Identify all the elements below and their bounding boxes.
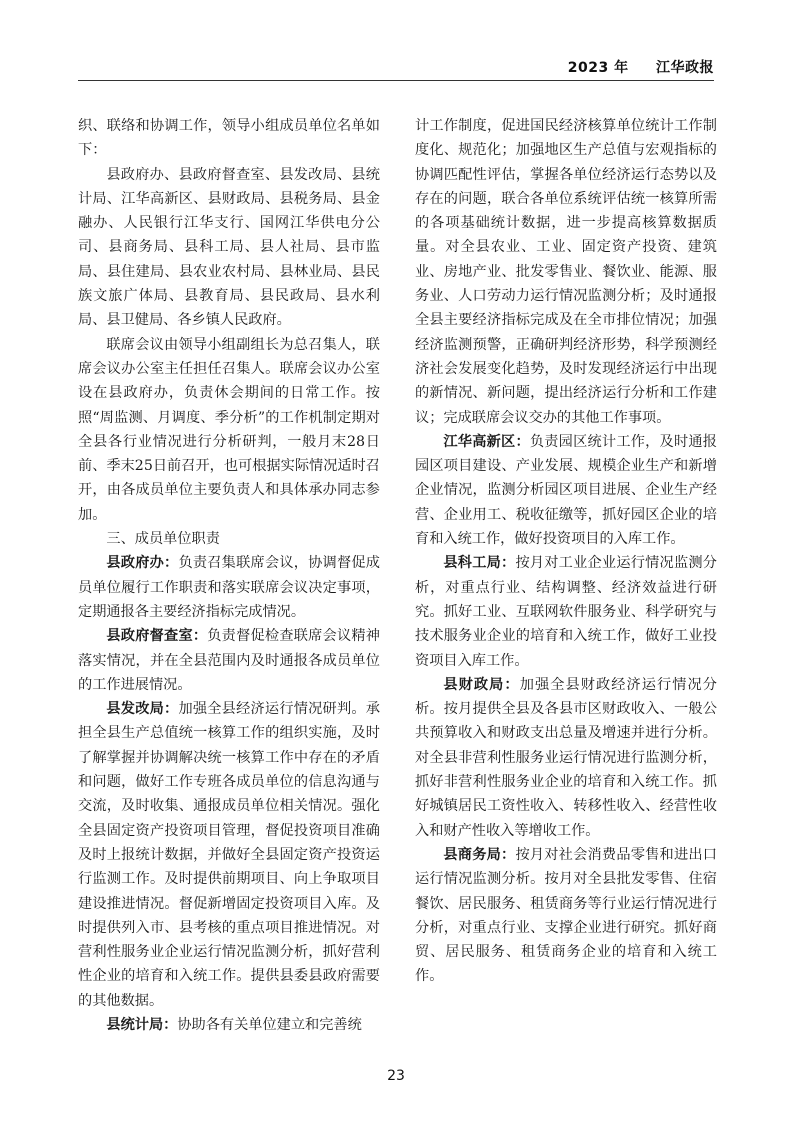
header-rule xyxy=(78,80,714,81)
duty-paragraph: 县财政局：加强全县财政经济运行情况分析。按月提供全县及各县市区财政收入、一般公共预算收入和财政支出总量及增速并进行分析。对全县非营利性服务业运行情况进行监测分析，抓好非营利性服务业企业的培育和入统工作。抓好城镇居民工资性收入、转移性收入、经营性收入和财产性收入等增收工作。 xyxy=(415,676,717,839)
header-year: 2023 年 xyxy=(567,60,629,76)
duty-paragraph: 县发改局：加强全县经济运行情况研判。承担全县生产总值统一核算工作的组织实施，及时了解掌握并协调解决统一核算工作中存在的矛盾和问题，做好工作专班各成员单位的信息沟通与交流，及时收集、通报成员单位相关情况。强化全县固定资产投资项目管理，督促投资项目准确及时上报统计数据，并做好全县固定资产投资运行监测工作。及时提供前期项目、向上争取项目建设推进情况。督促新增固定投资项目入库。及时提供列入市、县考核的重点项目推进情况。对营利性服务业企业运行情况监测分析，抓好营利性企业的培育和入统工作。提供县委县政府需要的其他数据。 xyxy=(78,701,380,1009)
duty-heading: 县政府督查室： xyxy=(106,628,208,645)
paragraph-continuation: 计工作制度，促进国民经济核算单位统计工作制度化、规范化；加强地区生产总值与宏观指标的协调匹配性评估，掌握各单位经济运行态势以及存在的问题，联合各单位系统评估统一核算所需的各项基础统计数据，进一步提高核算数据质量。对全县农业、工业、固定资产投资、建筑业、房地产业、批发零售业、餐饮业、能源、服务业、人口劳动力运行情况监测分析；及时通报全县主要经济指标完成及在全市排位情况；加强经济监测预警，正确研判经济形势，科学预测经济社会发展变化趋势，及时发现经济运行中出现的新情况、新问题，提出经济运行分析和工作建议；完成联席会议交办的其他工作事项。 xyxy=(415,118,717,426)
duty-paragraph: 江华高新区：负责园区统计工作，及时通报园区项目建设、产业发展、规模企业生产和新增企业情况，监测分析园区项目进展、企业生产经营、企业用工、税收征缴等，抓好园区企业的培育和入统工作，做好投资项目的入库工作。 xyxy=(415,433,717,548)
duty-paragraph: 县政府办：负责召集联席会议，协调督促成员单位履行工作职责和落实联席会议决定事项，定期通报各主要经济指标完成情况。 xyxy=(78,555,380,620)
paragraph-continuation: 织、联络和协调工作，领导小组成员单位名单如下： xyxy=(78,118,380,159)
member-unit-list: 县政府办、县政府督查室、县发改局、县统计局、江华高新区、县财政局、县税务局、县金融办、人民银行江华支行、国网江华供电分公司、县商务局、县科工局、县人社局、县市监局、县住建局、县农业农村局、县林业局、县民族文旅广体局、县教育局、县民政局、县水利局、县卫健局、各乡镇人民政府。 xyxy=(78,166,380,329)
page-number: 23 xyxy=(387,1068,405,1084)
duty-paragraph: 县商务局：按月对社会消费品零售和进出口运行情况监测分析。按月对全县批发零售、住宿餐饮、居民服务、租赁商务等行业运行情况进行分析，对重点行业、支撑企业进行研究。抓好商贸、居民服务、租赁商务企业的培育和入统工作。 xyxy=(415,846,717,985)
header-title: 江华政报 xyxy=(656,60,714,76)
left-column xyxy=(78,114,380,1037)
duty-paragraph: 县统计局：协助各有关单位建立和完善统 xyxy=(106,1016,362,1033)
right-column xyxy=(415,114,717,989)
section-heading: 三、成员单位职责 xyxy=(106,531,220,548)
duty-paragraph: 县科工局：按月对工业企业运行情况监测分析，对重点行业、结构调整、经济效益进行研究。抓好工业、互联网软件服务业、科学研究与技术服务业企业的培育和入统工作，做好工业投资项目入库工作。 xyxy=(415,555,717,669)
page-header xyxy=(568,57,714,77)
duty-heading: 县统计局： xyxy=(106,1016,178,1033)
duty-heading: 县发改局： xyxy=(106,701,179,718)
duty-heading: 县财政局： xyxy=(443,676,520,693)
duty-heading: 县科工局： xyxy=(443,555,516,572)
duty-paragraph: 县政府督查室：负责督促检查联席会议精神落实情况，并在全县范围内及时通报各成员单位的工作进展情况。 xyxy=(78,628,380,693)
duty-heading: 江华高新区： xyxy=(443,433,530,450)
paragraph-joint-meeting: 联席会议由领导小组副组长为总召集人，联席会议办公室主任担任召集人。联席会议办公室设在县政府办，负责休会期间的日常工作。按照“周监测、月调度、季分析”的工作机制定期对全县各行业情况进行分析研判，一般月末28日前、季末25日前召开，也可根据实际情况适时召开，由各成员单位主要负责人和具体承办同志参加。 xyxy=(78,336,380,523)
duty-heading: 县政府办： xyxy=(106,555,179,572)
duty-heading: 县商务局： xyxy=(443,846,516,863)
